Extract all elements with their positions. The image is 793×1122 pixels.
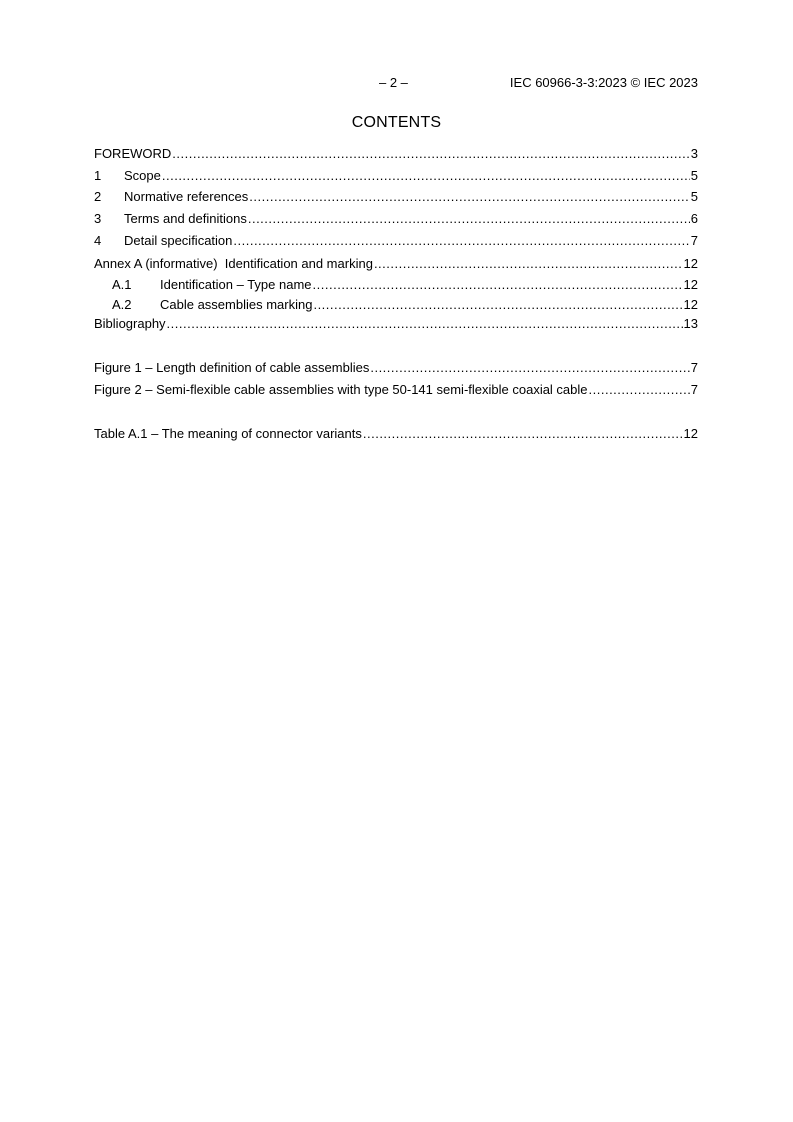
- toc-entry-label: Annex A (informative) Identification and marking: [94, 256, 373, 271]
- toc-page-number: 3: [690, 146, 698, 161]
- dot-leader: [167, 316, 683, 331]
- toc-entry-annex-a[interactable]: [94, 256, 698, 274]
- toc-page-number: 12: [683, 256, 698, 271]
- toc-entry-label: Figure 2 – Semi-flexible cable assemblies with type 50-141 semi-flexible coaxial cable: [94, 382, 588, 397]
- dot-leader: [248, 211, 690, 226]
- toc-page-number: 6: [690, 211, 698, 226]
- toc-entry-label: Identification – Type name: [160, 277, 312, 292]
- toc-clause-number: A.2: [112, 297, 132, 312]
- toc-page-number: 12: [683, 277, 698, 292]
- toc-entry-bibliography[interactable]: [94, 316, 698, 334]
- toc-entry-detail-specification[interactable]: [94, 233, 698, 251]
- toc-clause-number: 1: [94, 168, 102, 183]
- toc-entry-figure-2[interactable]: [94, 382, 698, 400]
- dot-leader: [172, 146, 689, 161]
- toc-entry-label: Bibliography: [94, 316, 166, 331]
- toc-entry-label: FOREWORD: [94, 146, 172, 161]
- toc-page-number: 5: [690, 168, 698, 183]
- toc-clause-number: 4: [94, 233, 102, 248]
- dot-leader: [313, 277, 683, 292]
- toc-page-number: 12: [683, 426, 698, 441]
- toc-entry-label: Cable assemblies marking: [160, 297, 313, 312]
- toc-page-number: 7: [690, 360, 698, 375]
- toc-entry-figure-1[interactable]: [94, 360, 698, 378]
- toc-entry-scope[interactable]: [94, 168, 698, 186]
- toc-entry-label: Terms and definitions: [124, 211, 247, 226]
- toc-page-number: 5: [690, 189, 698, 204]
- toc-entry-foreword[interactable]: [94, 146, 698, 164]
- toc-entry-label: Normative references: [124, 189, 249, 204]
- toc-clause-number: A.1: [112, 277, 132, 292]
- dot-leader: [589, 382, 690, 397]
- dot-leader: [233, 233, 689, 248]
- dot-leader: [374, 256, 683, 271]
- toc-page-number: 13: [683, 316, 698, 331]
- toc-page-number: 7: [690, 382, 698, 397]
- toc-entry-label: Scope: [124, 168, 161, 183]
- page-header: [94, 75, 698, 93]
- page-number: – 2 –: [379, 75, 408, 90]
- document-reference: IEC 60966-3-3:2023 © IEC 2023: [509, 75, 698, 90]
- toc-entry-a2[interactable]: [94, 297, 698, 315]
- toc-entry-label: Detail specification: [124, 233, 233, 248]
- contents-title: CONTENTS: [351, 114, 442, 131]
- dot-leader: [370, 360, 689, 375]
- dot-leader: [363, 426, 683, 441]
- dot-leader: [249, 189, 689, 204]
- toc-entry-table-a1[interactable]: [94, 426, 698, 444]
- dot-leader: [162, 168, 690, 183]
- toc-entry-normative-references[interactable]: [94, 189, 698, 207]
- toc-clause-number: 2: [94, 189, 102, 204]
- toc-entry-label: Table A.1 – The meaning of connector variants: [94, 426, 362, 441]
- toc-page-number: 7: [690, 233, 698, 248]
- toc-entry-label: Figure 1 – Length definition of cable assemblies: [94, 360, 370, 375]
- toc-entry-terms-definitions[interactable]: [94, 211, 698, 229]
- toc-entry-a1[interactable]: [94, 277, 698, 295]
- toc-page-number: 12: [683, 297, 698, 312]
- dot-leader: [313, 297, 682, 312]
- toc-clause-number: 3: [94, 211, 102, 226]
